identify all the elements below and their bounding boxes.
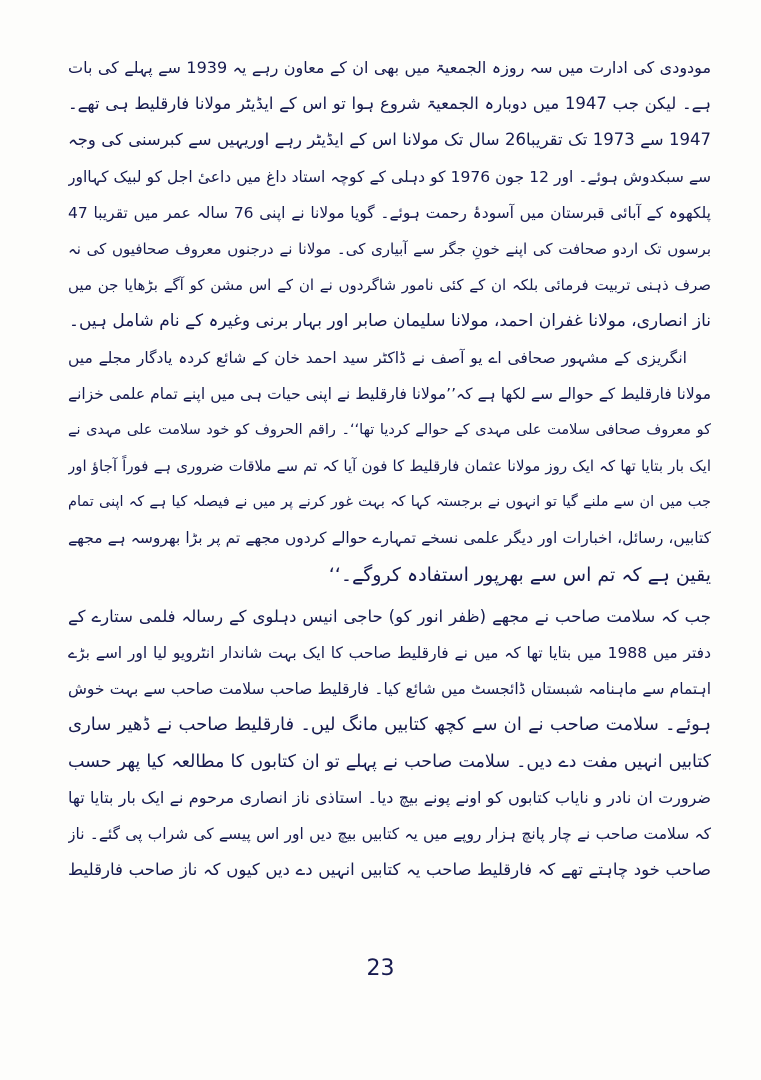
urdu-text-body: [68, 50, 711, 888]
text-line: یقین ہے کہ تم اس سے بھرپور استفادہ کروگے۔‘‘: [328, 563, 711, 586]
text-line: مولانا فارقلیط کے حوالے سے لکھا ہے کہ’’مولانا فارقلیط نے اپنی حیات ہی میں اپنے تمام علمی خزانے: [68, 384, 711, 403]
text-line: 1947 سے 1973 تک تقریبا26 سال تک مولانا اس کے ایڈیٹر رہے اوریہیں سے کبرسنی کی وجہ: [68, 130, 711, 150]
text-line: جب کہ سلامت صاحب نے مجھے (ظفر انور کو) حاجی انیس دہلوی کے رسالہ فلمی ستارے کے: [68, 606, 711, 626]
text-line: اہتمام سے ماہنامہ شبستاں ڈائجسٹ میں شائع کیا۔ فارقلیط صاحب سلامت صاحب سے بہت خوش: [68, 680, 711, 699]
text-line: مودودی کی ادارت میں سہ روزہ الجمعیۃ میں بھی ان کے معاون رہے یہ 1939 سے پہلے کی بات: [68, 58, 711, 77]
text-line: ہوئے۔ سلامت صاحب نے ان سے کچھ کتابیں مانگ لیں۔ فارقلیط صاحب نے ڈھیر ساری: [68, 714, 711, 736]
paragraph-2: [68, 340, 711, 593]
text-line: جب میں ان سے ملنے گیا تو انہوں نے برجستہ کہا کہ بہت غور کرنے پر میں نے فیصلہ کیا ہے کہ اپنی تمام: [68, 494, 711, 511]
text-line: ایک بار بتایا تھا کہ ایک روز مولانا عثمان فارقلیط کا فون آیا کہ تم سے ملاقات ضروری ہے فوراً آجاؤ اور: [68, 457, 711, 476]
paragraph-3: [68, 599, 711, 889]
page-number: 23: [366, 956, 395, 981]
text-line: برسوں تک اردو صحافت کی اپنے خونِ جگر سے آبیاری کی۔ مولانا نے درجنوں معروف صحافیوں کی نہ: [68, 239, 711, 258]
text-line: دفتر میں 1988 میں بتایا تھا کہ میں نے فارقلیط صاحب کا ایک بہت شاندار انٹرویو لیا اور اسے بڑے: [68, 644, 711, 662]
text-line: کہ سلامت صاحب نے چار پانچ ہزار روپے میں یہ کتابیں بیچ دیں اور اس پیسے کی شراب پی گئے۔ ناز: [68, 824, 711, 843]
text-line: پلکھوہ کے آبائی قبرستان میں آسودۂ رحمت ہوئے۔ گویا مولانا نے اپنی 76 سالہ عمر میں تقریبا 47: [68, 203, 711, 222]
text-line: انگریزی کے مشہور صحافی اے یو آصف نے ڈاکٹر سید احمد خان کے شائع کردہ یادگار مجلے میں: [68, 348, 687, 367]
text-line: کتابیں انہیں مفت دے دیں۔ سلامت صاحب نے پہلے تو ان کتابوں کا مطالعہ کیا پھر حسب: [68, 751, 711, 772]
text-line: ضرورت ان نادر و نایاب کتابوں کو اونے پونے بیچ دیا۔ استاذی ناز انصاری مرحوم نے ایک بار بتایا تھا: [68, 787, 711, 807]
text-line: ناز انصاری، مولانا غفران احمد، مولانا سلیمان صابر اور بہار برنی وغیرہ کے نام شامل ہیں۔: [68, 311, 711, 332]
text-line: ہے۔ لیکن جب 1947 میں دوبارہ الجمعیۃ شروع ہوا تو اس کے ایڈیٹر مولانا فارقلیط ہی تھے۔: [68, 94, 711, 114]
paragraph-1: [68, 50, 711, 340]
text-line: سے سبکدوش ہوئے۔ اور 12 جون 1976 کو دہلی کے کوچہ استاد داغ میں داعیٔ اجل کو لبیک کہااور: [68, 167, 711, 186]
text-line: کو معروف صحافی سلامت علی مہدی کے حوالے کردیا تھا‘‘۔ راقم الحروف کو خود سلامت علی مہدی نے: [68, 421, 711, 438]
text-line: صرف ذہنی تربیت فرمائی بلکہ ان کے کئی نامور شاگردوں نے ان کے اس مشن کو آگے بڑھایا جن میں: [68, 276, 711, 295]
text-line: صاحب خود چاہتے تھے کہ فارقلیط صاحب یہ کتابیں انہیں دے دیں کیوں کہ ناز صاحب فارقلیط: [68, 860, 711, 880]
text-line: کتابیں، رسائل، اخبارات اور دیگر علمی نسخے تمہارے حوالے کردوں مجھے تم پر بڑا بھروسہ ہے مجھے: [68, 529, 711, 548]
